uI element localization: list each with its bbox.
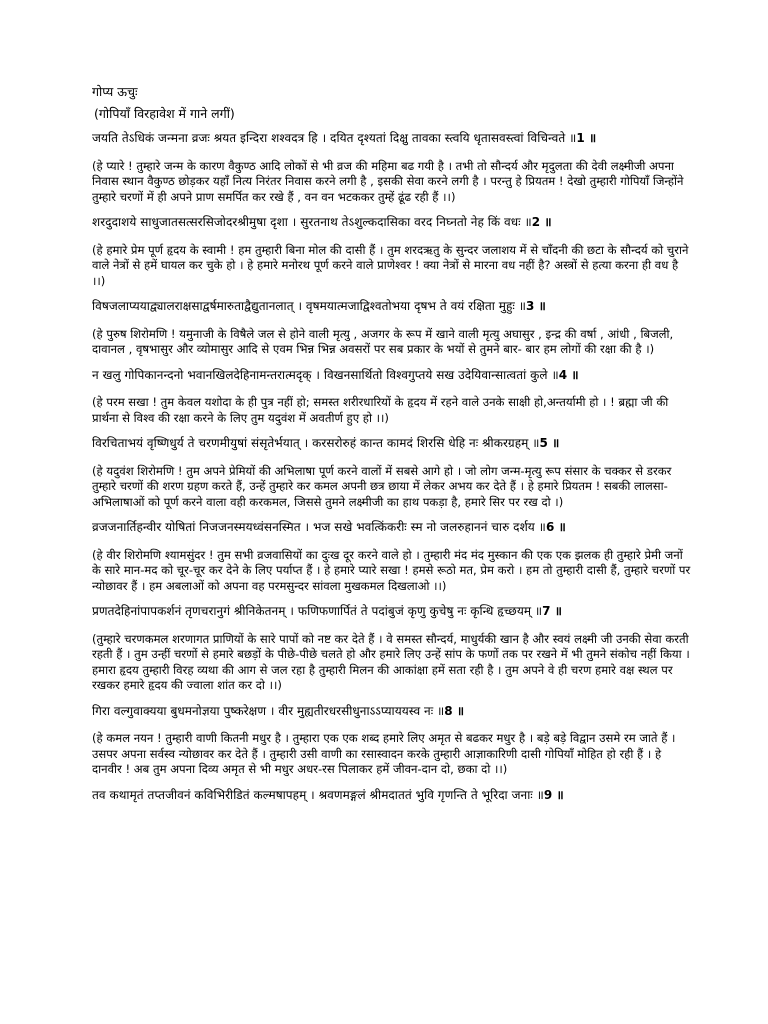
verse-block-6 (92, 520, 692, 594)
verse-block-8 (92, 704, 692, 778)
verse-block-3 (92, 299, 692, 358)
verse-sanskrit: विषजलाप्ययाद्व्यालराक्षसाद्वर्षमारुताद्वैद्युतानलात् । वृषमयात्मजाद्विश्वतोभया दृषभ ते वयं रक्षिता मुहुः ॥ (92, 299, 526, 313)
verse-translation: (हे परम सखा ! तुम केवल यशोदा के ही पुत्र नहीं हो; समस्त शरीरधारियों के हृदय में रहने वाले उनके साक्षी हो,अन्तर्यामी हो । ! ब्रह्मा जी की प्रार्थना से विश्व की रक्षा करने के लिए तुम यदुवंश में अवतीर्ण हुए हो ।।) (92, 395, 669, 425)
verse-block-5 (92, 436, 692, 510)
verse-number: 9 ॥ (543, 787, 564, 802)
verse-sanskrit: व्रजजनार्तिहन्वीर योषितां निजजनस्मयध्वंसनस्मित । भज सखे भवत्किंकरीः स्म नो जलरुहाननं चारु दर्शय ॥ (92, 520, 546, 534)
verse-translation: (हे प्यारे ! तुम्हारे जन्म के कारण वैकुण्ठ आदि लोकों से भी व्रज की महिमा बढ गयी है । तभी तो सौन्दर्य और मृदुलता की देवी लक्ष्मीजी अपना निवास स्थान वैकुण्ठ छोड़कर यहाँ नित्य निरंतर निवास करने लगी है , इसकी सेवा करने लगी है । परन्तु हे प्रियतम ! देखो तुम्हारी गोपियाँ जिन्होंने तुम्हारे चरणों में ही अपने प्राण समर्पित कर रखे हैं , वन वन भटककर तुम्हें ढूंढ रही हैं ।।) (92, 158, 684, 204)
verse-sanskrit: विरचिताभयं वृष्णिधुर्य ते चरणमीयुषां संसृतेर्भयात् । करसरोरुहं कान्त कामदं शिरसि धेहि नः श्रीकरग्रहम् ॥ (92, 436, 540, 450)
verse-sanskrit: तव कथामृतं तप्तजीवनं कविभिरीडितं कल्मषापहम् । श्रवणमङ्गलं श्रीमदाततं भुवि गृणन्ति ते भूरिदा जनाः ॥ (92, 787, 544, 802)
verse-number: 5 ॥ (539, 436, 560, 450)
verse-text (92, 131, 692, 147)
verse-translation: (तुम्हारे चरणकमल शरणागत प्राणियों के सारे पापों को नष्ट कर देते हैं । वे समस्त सौन्दर्य, माधुर्यकी खान है और स्वयं लक्ष्मी जी उनकी सेवा करती रहती हैं । तुम उन्हीं चरणों से हमारे बछड़ों के पीछे-पीछे चलते हो और हमारे लिए उन्हें सांप के फणों तक पर रखने में भी तुमने संकोच नहीं किया । हमारा हृदय तुम्हारी विरह व्यथा की आग से जल रहा है तुम्हारी मिलन की आकांक्षा हमें सता रही है । तुम अपने वे ही चरण हमारे वक्ष स्थल पर रखकर हमारे हृदय की ज्वाला शांत कर दो ।।) (92, 631, 690, 692)
verse-text (92, 788, 692, 804)
document-heading: गोप्य ऊचुः (92, 84, 138, 99)
verse-translation: (हे हमारे प्रेम पूर्ण हृदय के स्वामी ! हम तुम्हारी बिना मोल की दासी हैं । तुम शरदऋतु के सुन्दर जलाशय में से चाँदनी की छटा के सौन्दर्य को चुराने वाले नेत्रों से हमें घायल कर चुके हो । हे हमारे मनोरथ पूर्ण करने वाले प्राणेश्वर ! क्या नेत्रों से मारना वध नहीं है? अस्त्रों से हत्या करना ही वध है ।।) (92, 242, 689, 288)
verse-text (92, 704, 692, 720)
verse-sanskrit: शरदुदाशये साधुजातसत्सरसिजोदरश्रीमुषा दृशा । सुरतनाथ तेऽशुल्कदासिका वरद निघ्नतो नेह किं वधः ॥ (92, 215, 532, 229)
verse-sanskrit: न खलु गोपिकानन्दनो भवानखिलदेहिनामन्तरात्मदृक् । विखनसार्थितो विश्वगुप्तये सख उदेयिवान्सात्वतां कुले ॥ (92, 367, 559, 382)
verse-text (92, 368, 692, 384)
document-subheading: (गोपियाँ विरहावेश में गाने लगीं) (94, 105, 235, 121)
verse-text (92, 215, 692, 231)
verse-text (92, 299, 692, 315)
verse-number: 3 ॥ (525, 299, 546, 313)
verse-translation: (हे कमल नयन ! तुम्हारी वाणी कितनी मधुर है । तुम्हारा एक एक शब्द हमारे लिए अमृत से बढकर मधुर है । बड़े बड़े विद्वान उसमे रम जाते हैं । उसपर अपना सर्वस्व न्योछावर कर देते हैं । तुम्हारी उसी वाणी का रसास्वादन करके तुम्हारी आज्ञाकारिणी दासी गोपियाँ मोहित हो रही हैं । हे दानवीर ! अब तुम अपना दिव्य अमृत से भी मधुर अधर-रस पिलाकर हमें जीवन-दान दो, छका दो ।।) (92, 731, 676, 776)
verse-number: 6 ॥ (545, 520, 566, 534)
verse-number: 7 ॥ (542, 604, 563, 618)
verse-block-4 (92, 368, 692, 427)
verse-sanskrit: प्रणतदेहिनांपापकर्शनं तृणचरानुगं श्रीनिकेतनम् । फणिफणार्पितं ते पदांबुजं कृणु कुचेषु नः कृन्धि हृच्छयम् ॥ (92, 604, 543, 618)
verse-number: 8 ॥ (444, 703, 465, 718)
verse-sanskrit: जयति तेऽधिकं जन्मना व्रजः श्रयत इन्दिरा शश्वदत्र हि । दयित दृश्यतां दिक्षु तावका स्त्वयि धृतासवस्त्वां विचिन्वते ॥ (92, 131, 577, 145)
verse-number: 4 ॥ (558, 367, 579, 382)
verse-translation: (हे वीर शिरोमणि श्यामसुंदर ! तुम सभी व्रजवासियों का दुःख दूर करने वाले हो । तुम्हारी मंद मंद मुस्कान की एक एक झलक ही तुम्हारे प्रेमी जनों के सारे मान-मद को चूर-चूर कर देने के लिए पर्याप्त हैं । हे हमारे प्यारे सखा ! हमसे रूठो मत, प्रेम करो । हम तो तुम्हारी दासी हैं, तुम्हारे चरणों पर न्योछावर हैं । हम अबलाओं को अपना वह परमसुन्दर सांवला मुखकमल दिखलाओ ।।) (92, 547, 691, 593)
document-page (92, 84, 692, 815)
verse-text (92, 436, 692, 452)
verse-text (92, 520, 692, 536)
verse-block-9 (92, 788, 692, 804)
verse-block-1 (92, 131, 692, 205)
verse-block-7 (92, 604, 692, 694)
verse-sanskrit: गिरा वल्गुवाक्यया बुधमनोज्ञया पुष्करेक्षण । वीर मुह्यतीरधरसीधुनाऽऽप्याययस्व नः ॥ (92, 703, 445, 718)
verse-text (92, 604, 692, 620)
verse-translation: (हे यदुवंश शिरोमणि ! तुम अपने प्रेमियों की अभिलाषा पूर्ण करने वालों में सबसे आगे हो । जो लोग जन्म-मृत्यु रूप संसार के चक्कर से डरकर तुम्हारे चरणों की शरण ग्रहण करते हैं, उन्हें तुम्हारे कर कमल अपनी छत्र छाया में लेकर अभय कर देते हैं । हे हमारे प्रियतम ! सबकी लालसा-अभिलाषाओं को पूर्ण करने वाला वही करकमल, जिससे तुमने लक्ष्मीजी का हाथ पकड़ा है, हमारे सिर पर रख दो ।) (92, 463, 672, 509)
verse-number: 1 ॥ (576, 131, 597, 145)
verse-translation: (हे पुरुष शिरोमणि ! यमुनाजी के विषैले जल से होने वाली मृत्यु , अजगर के रूप में खाने वाली मृत्यु अघासुर , इन्द्र की वर्षा , आंधी , बिजली, दावानल , वृषभासुर और व्योमासुर आदि से एवम भिन्न भिन्न अवसरों पर सब प्रकार के भयों से तुमने बार- बार हम लोगों की रक्षा की है ।) (92, 326, 674, 356)
verse-number: 2 ॥ (531, 215, 552, 229)
verse-block-2 (92, 215, 692, 289)
